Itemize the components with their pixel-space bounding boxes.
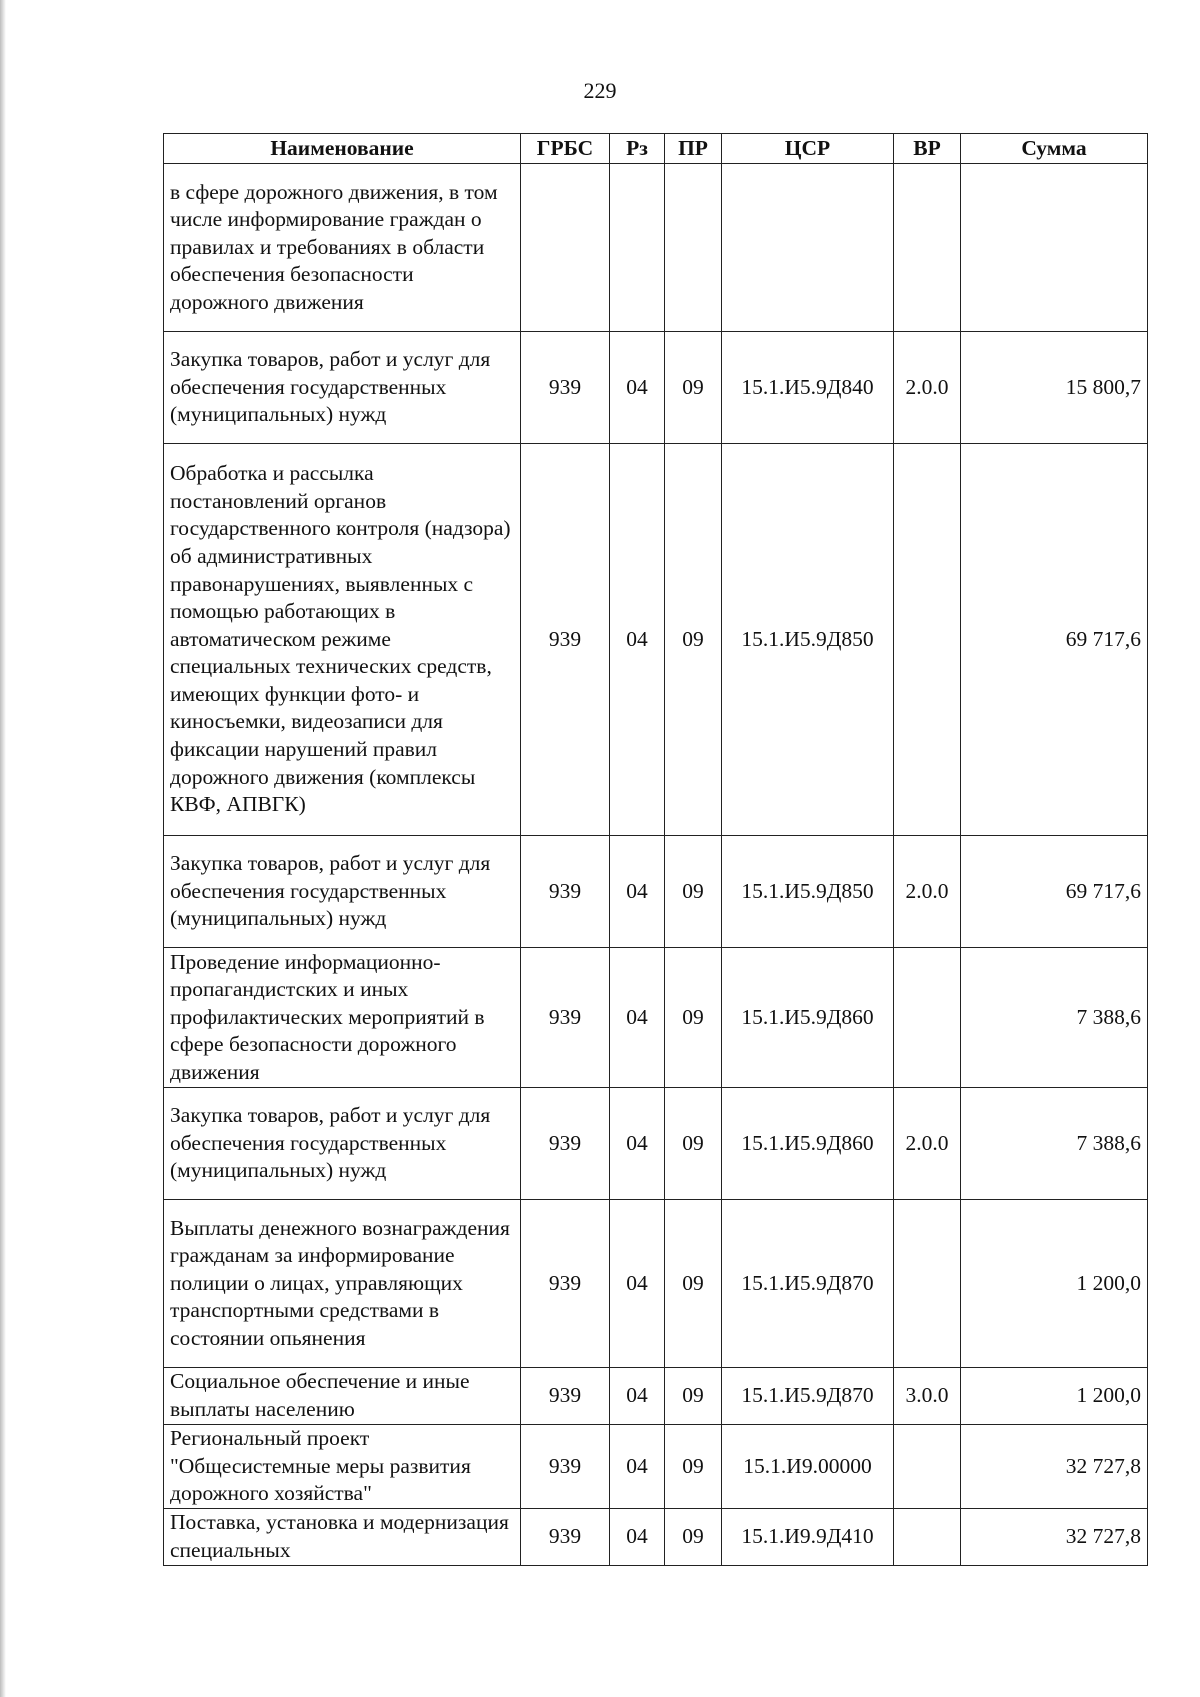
row-pr: 09 <box>665 1088 722 1200</box>
table-row <box>164 1425 1148 1509</box>
header-rz: Рз <box>610 134 665 164</box>
row-name: Закупка товаров, работ и услуг для обеспечения государственных (муниципальных) нужд <box>164 332 521 444</box>
row-rz: 04 <box>610 1425 665 1509</box>
row-sum: 15 800,7 <box>961 332 1148 444</box>
row-sum: 69 717,6 <box>961 836 1148 948</box>
row-vr <box>894 164 961 332</box>
table-row <box>164 164 1148 332</box>
row-pr: 09 <box>665 444 722 836</box>
row-csr: 15.1.И5.9Д850 <box>722 836 894 948</box>
row-csr: 15.1.И9.9Д410 <box>722 1509 894 1566</box>
row-rz: 04 <box>610 1088 665 1200</box>
table-row <box>164 948 1148 1088</box>
table-row <box>164 836 1148 948</box>
header-row <box>164 134 1148 164</box>
row-name: Социальное обеспечение и иные выплаты населению <box>164 1368 521 1425</box>
row-rz: 04 <box>610 1368 665 1425</box>
row-csr: 15.1.И5.9Д870 <box>722 1200 894 1368</box>
row-rz: 04 <box>610 836 665 948</box>
table-row <box>164 1368 1148 1425</box>
row-vr: 3.0.0 <box>894 1368 961 1425</box>
header-vr: ВР <box>894 134 961 164</box>
row-grbs: 939 <box>521 332 610 444</box>
row-rz: 04 <box>610 948 665 1088</box>
row-vr <box>894 1425 961 1509</box>
header-pr: ПР <box>665 134 722 164</box>
row-name: Закупка товаров, работ и услуг для обеспечения государственных (муниципальных) нужд <box>164 1088 521 1200</box>
row-csr: 15.1.И9.00000 <box>722 1425 894 1509</box>
row-sum: 7 388,6 <box>961 1088 1148 1200</box>
row-name: Региональный проект "Общесистемные меры развития дорожного хозяйства" <box>164 1425 521 1509</box>
row-pr: 09 <box>665 1425 722 1509</box>
row-grbs: 939 <box>521 1509 610 1566</box>
row-csr: 15.1.И5.9Д860 <box>722 948 894 1088</box>
row-rz: 04 <box>610 1200 665 1368</box>
row-name: Проведение информационно-пропагандистских и иных профилактических мероприятий в сфере безопасности дорожного движения <box>164 948 521 1088</box>
row-sum: 69 717,6 <box>961 444 1148 836</box>
row-grbs: 939 <box>521 1368 610 1425</box>
scan-edge-shadow <box>0 0 6 1697</box>
page-number: 229 <box>583 78 617 103</box>
header-sum: Сумма <box>961 134 1148 164</box>
header-name: Наименование <box>164 134 521 164</box>
row-grbs: 939 <box>521 836 610 948</box>
row-rz: 04 <box>610 1509 665 1566</box>
row-sum <box>961 164 1148 332</box>
row-csr: 15.1.И5.9Д860 <box>722 1088 894 1200</box>
row-grbs: 939 <box>521 948 610 1088</box>
row-name: Выплаты денежного вознаграждения гражданам за информирование полиции о лицах, управляющих транспортными средствами в состоянии опьянения <box>164 1200 521 1368</box>
header-csr: ЦСР <box>722 134 894 164</box>
row-csr <box>722 164 894 332</box>
row-pr: 09 <box>665 1368 722 1425</box>
row-sum: 7 388,6 <box>961 948 1148 1088</box>
row-pr <box>665 164 722 332</box>
row-vr <box>894 444 961 836</box>
row-pr: 09 <box>665 948 722 1088</box>
table-row <box>164 1200 1148 1368</box>
row-pr: 09 <box>665 836 722 948</box>
row-vr: 2.0.0 <box>894 836 961 948</box>
row-grbs: 939 <box>521 1088 610 1200</box>
row-sum: 1 200,0 <box>961 1200 1148 1368</box>
row-vr: 2.0.0 <box>894 332 961 444</box>
row-grbs: 939 <box>521 1425 610 1509</box>
header-grbs: ГРБС <box>521 134 610 164</box>
table-row <box>164 444 1148 836</box>
row-vr <box>894 1200 961 1368</box>
table-row <box>164 1088 1148 1200</box>
row-csr: 15.1.И5.9Д850 <box>722 444 894 836</box>
row-grbs <box>521 164 610 332</box>
row-name: Обработка и рассылка постановлений органов государственного контроля (надзора) об административных правонарушениях, выявленных с помощью работающих в автоматическом режиме специальных технических средств, имеющих функции фото- и киносъемки, видеозаписи для фиксации нарушений правил дорожного движения (комплексы КВФ, АПВГК) <box>164 444 521 836</box>
row-sum: 32 727,8 <box>961 1509 1148 1566</box>
row-vr: 2.0.0 <box>894 1088 961 1200</box>
row-vr <box>894 1509 961 1566</box>
row-grbs: 939 <box>521 444 610 836</box>
row-pr: 09 <box>665 1200 722 1368</box>
row-rz <box>610 164 665 332</box>
row-vr <box>894 948 961 1088</box>
row-sum: 32 727,8 <box>961 1425 1148 1509</box>
row-csr: 15.1.И5.9Д870 <box>722 1368 894 1425</box>
row-name: Поставка, установка и модернизация специальных <box>164 1509 521 1566</box>
row-rz: 04 <box>610 444 665 836</box>
row-pr: 09 <box>665 1509 722 1566</box>
budget-table <box>163 133 1148 1566</box>
row-sum: 1 200,0 <box>961 1368 1148 1425</box>
row-pr: 09 <box>665 332 722 444</box>
row-csr: 15.1.И5.9Д840 <box>722 332 894 444</box>
row-grbs: 939 <box>521 1200 610 1368</box>
row-rz: 04 <box>610 332 665 444</box>
table-body <box>164 164 1148 1566</box>
row-name: в сфере дорожного движения, в том числе информирование граждан о правилах и требованиях в области обеспечения безопасности дорожного движения <box>164 164 521 332</box>
table-row <box>164 332 1148 444</box>
table-row <box>164 1509 1148 1566</box>
row-name: Закупка товаров, работ и услуг для обеспечения государственных (муниципальных) нужд <box>164 836 521 948</box>
table-header <box>164 134 1148 164</box>
